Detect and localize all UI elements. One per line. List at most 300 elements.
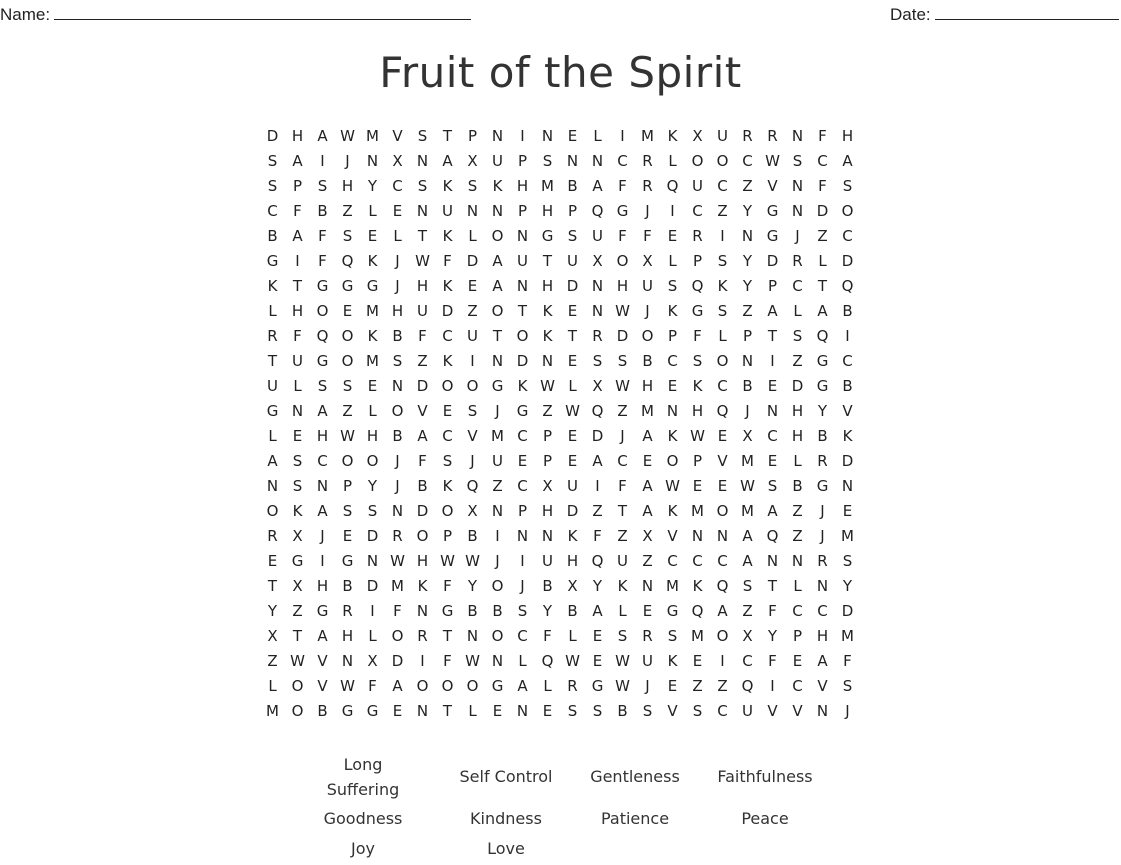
grid-letter: A [292,227,303,245]
grid-letter: M [841,627,854,645]
grid-letter: F [543,627,552,645]
grid-letter: S [292,452,303,470]
grid-letter: N [541,352,554,370]
grid-letter: H [341,627,354,645]
grid-letter: G [691,302,704,320]
grid-letter: V [392,127,403,145]
grid-letter: S [392,352,403,370]
grid-row [260,224,860,249]
grid-letter: C [717,702,728,720]
grid-letter: G [816,477,829,495]
grid-letter: O [441,677,454,695]
grid-letter: A [642,477,653,495]
grid-letter: W [340,677,355,695]
grid-letter: S [592,702,603,720]
grid-letter: I [670,202,675,220]
grid-letter: Z [342,402,353,420]
grid-letter: D [466,252,479,270]
grid-letter: P [467,127,478,145]
grid-letter: B [317,202,328,220]
date-blank-line[interactable] [935,3,1119,20]
grid-letter: P [292,177,303,195]
grid-letter: Q [541,652,554,670]
word-bank-text: Self Control [459,767,553,786]
grid-letter: A [742,527,753,545]
grid-letter: V [717,452,728,470]
grid-letter: N [766,402,779,420]
grid-letter: N [791,552,804,570]
grid-letter: K [692,377,703,395]
grid-letter: H [641,377,654,395]
grid-letter: Q [766,527,779,545]
grid-letter: U [417,302,428,320]
grid-letter: G [341,552,354,570]
grid-row [260,674,860,699]
grid-letter: B [792,477,803,495]
grid-letter: F [843,652,852,670]
grid-letter: W [690,427,705,445]
grid-row [260,499,860,524]
grid-letter: G [316,352,329,370]
grid-letter: E [442,402,453,420]
grid-letter: U [617,552,628,570]
grid-letter: Z [817,227,828,245]
grid-letter: F [618,177,627,195]
grid-letter: C [842,352,853,370]
grid-letter: T [567,327,578,345]
word-bank-text: Suffering [326,780,400,799]
grid-letter: I [320,552,325,570]
grid-letter: E [392,702,403,720]
grid-letter: I [720,227,725,245]
grid-letter: A [517,677,528,695]
word-bank-item [288,806,438,831]
grid-letter: N [416,152,429,170]
grid-letter: K [692,577,703,595]
grid-letter: U [692,177,703,195]
grid-letter: E [592,627,603,645]
grid-letter: I [770,352,775,370]
grid-letter: H [316,427,329,445]
grid-letter: R [792,252,803,270]
grid-letter: F [768,652,777,670]
grid-letter: A [642,502,653,520]
word-bank-item [288,836,438,861]
grid-row [260,299,860,324]
grid-letter: D [566,502,579,520]
grid-letter: E [567,427,578,445]
grid-letter: L [293,377,302,395]
grid-letter: F [418,327,427,345]
grid-letter: S [842,552,853,570]
grid-letter: P [692,452,703,470]
grid-letter: H [816,627,829,645]
grid-row [260,449,860,474]
grid-letter: F [618,477,627,495]
word-bank-item [431,806,581,831]
grid-letter: B [842,302,853,320]
grid-letter: U [592,227,603,245]
grid-letter: E [492,702,503,720]
grid-letter: A [717,602,728,620]
grid-letter: U [267,377,278,395]
grid-letter: C [742,152,753,170]
letter-grid [260,124,860,724]
grid-letter: K [717,277,728,295]
word-bank-text: Joy [351,839,375,858]
grid-letter: D [516,352,529,370]
grid-letter: C [517,427,528,445]
grid-letter: Y [467,577,478,595]
grid-letter: E [342,302,353,320]
grid-letter: K [542,327,553,345]
grid-letter: S [792,152,803,170]
grid-letter: M [741,452,754,470]
grid-letter: Z [792,352,803,370]
grid-letter: T [492,327,503,345]
grid-letter: C [717,377,728,395]
grid-letter: C [717,177,728,195]
grid-letter: J [820,527,825,545]
grid-letter: D [391,652,404,670]
grid-letter: A [742,552,753,570]
grid-letter: G [491,677,504,695]
grid-letter: J [495,552,500,570]
grid-letter: E [842,502,853,520]
grid-letter: T [617,502,628,520]
grid-letter: B [542,577,553,595]
grid-letter: K [442,177,453,195]
grid-letter: B [267,227,278,245]
grid-letter: K [567,527,578,545]
grid-letter: F [818,177,827,195]
grid-letter: D [841,602,854,620]
grid-letter: F [818,127,827,145]
grid-letter: K [417,577,428,595]
grid-letter: J [395,277,400,295]
grid-letter: Z [467,302,478,320]
grid-letter: R [742,127,753,145]
word-bank-item [431,836,581,861]
grid-letter: O [316,302,329,320]
grid-letter: M [691,627,704,645]
grid-letter: U [492,452,503,470]
grid-letter: A [817,302,828,320]
grid-letter: N [666,402,679,420]
grid-letter: H [691,402,704,420]
name-blank-line[interactable] [54,3,471,20]
grid-letter: K [667,502,678,520]
grid-letter: F [318,252,327,270]
grid-letter: O [716,352,729,370]
grid-letter: N [741,227,754,245]
grid-row [260,199,860,224]
grid-letter: W [765,152,780,170]
grid-row [260,174,860,199]
grid-letter: W [615,652,630,670]
grid-letter: F [768,602,777,620]
grid-letter: M [266,702,279,720]
grid-letter: K [667,127,678,145]
grid-letter: B [417,477,428,495]
grid-letter: T [442,627,453,645]
grid-letter: Z [717,202,728,220]
grid-letter: Q [816,327,829,345]
word-bank-text: Goodness [323,809,403,828]
grid-letter: T [767,327,778,345]
grid-letter: L [668,152,677,170]
grid-letter: B [317,702,328,720]
grid-letter: I [595,477,600,495]
grid-letter: V [467,427,478,445]
grid-letter: Y [267,602,278,620]
grid-letter: E [667,377,678,395]
grid-letter: E [642,452,653,470]
grid-letter: A [492,252,503,270]
grid-letter: Q [341,252,354,270]
grid-letter: X [692,127,703,145]
grid-letter: N [541,127,554,145]
grid-letter: N [391,502,404,520]
grid-letter: F [418,452,427,470]
grid-letter: M [691,502,704,520]
grid-letter: O [716,502,729,520]
grid-letter: A [767,502,778,520]
grid-letter: U [442,202,453,220]
grid-letter: Z [592,502,603,520]
grid-letter: C [792,602,803,620]
grid-letter: O [466,677,479,695]
grid-letter: M [666,577,679,595]
grid-letter: E [392,202,403,220]
grid-letter: U [517,252,528,270]
grid-letter: E [267,552,278,570]
grid-letter: D [766,252,779,270]
grid-letter: D [841,252,854,270]
grid-letter: I [495,527,500,545]
grid-letter: O [341,327,354,345]
grid-letter: Z [692,677,703,695]
grid-letter: V [842,402,853,420]
grid-letter: Z [617,402,628,420]
grid-letter: R [342,602,353,620]
grid-letter: S [792,327,803,345]
grid-letter: P [792,627,803,645]
grid-letter: B [392,327,403,345]
grid-letter: N [566,152,579,170]
grid-letter: E [542,702,553,720]
grid-letter: C [317,452,328,470]
grid-letter: D [816,202,829,220]
grid-letter: H [291,127,304,145]
date-label: Date: [890,5,931,24]
grid-letter: W [665,477,680,495]
grid-letter: Y [367,477,378,495]
puzzle-title: Fruit of the Spirit [379,48,742,97]
grid-letter: R [817,552,828,570]
grid-letter: I [845,327,850,345]
grid-letter: P [542,427,553,445]
grid-letter: N [491,652,504,670]
grid-letter: O [291,702,304,720]
grid-letter: S [342,502,353,520]
grid-letter: E [692,652,703,670]
grid-letter: A [317,402,328,420]
grid-letter: G [366,702,379,720]
grid-letter: N [816,577,829,595]
grid-letter: S [617,352,628,370]
grid-letter: K [367,327,378,345]
grid-letter: G [766,227,779,245]
grid-letter: R [392,527,403,545]
grid-letter: K [442,477,453,495]
grid-letter: E [792,652,803,670]
grid-letter: B [842,377,853,395]
grid-letter: S [517,602,528,620]
grid-letter: L [368,627,377,645]
grid-letter: O [491,227,504,245]
grid-letter: L [268,427,277,445]
grid-letter: D [416,377,429,395]
grid-letter: O [641,327,654,345]
grid-letter: S [417,177,428,195]
grid-letter: O [391,627,404,645]
grid-letter: S [767,477,778,495]
grid-letter: S [417,127,428,145]
grid-row [260,624,860,649]
grid-letter: B [392,427,403,445]
grid-letter: G [666,602,679,620]
grid-letter: E [642,602,653,620]
grid-letter: Q [316,327,329,345]
word-bank-item [560,764,710,789]
grid-row [260,424,860,449]
word-bank-text: Gentleness [590,767,680,786]
grid-letter: N [591,152,604,170]
grid-letter: Q [741,677,754,695]
grid-letter: T [517,302,528,320]
grid-letter: B [342,577,353,595]
grid-letter: F [593,527,602,545]
grid-letter: R [267,327,278,345]
grid-letter: X [467,152,478,170]
grid-letter: A [492,277,503,295]
grid-row [260,549,860,574]
grid-letter: F [368,677,377,695]
grid-letter: Z [617,527,628,545]
grid-letter: G [341,277,354,295]
grid-letter: L [618,602,627,620]
grid-letter: C [817,602,828,620]
grid-letter: T [267,352,278,370]
grid-letter: H [616,277,629,295]
grid-letter: L [368,402,377,420]
grid-letter: R [817,452,828,470]
grid-letter: C [517,477,528,495]
grid-letter: V [767,177,778,195]
grid-letter: T [417,227,428,245]
grid-letter: M [366,127,379,145]
grid-letter: E [517,452,528,470]
grid-letter: W [440,552,455,570]
grid-letter: W [390,552,405,570]
grid-letter: E [342,527,353,545]
grid-letter: W [465,652,480,670]
grid-letter: N [516,527,529,545]
grid-letter: C [517,627,528,645]
grid-letter: R [642,177,653,195]
grid-letter: Z [417,352,428,370]
word-bank-text: Patience [600,809,670,828]
grid-letter: N [791,127,804,145]
grid-letter: C [717,552,728,570]
grid-letter: V [317,677,328,695]
grid-letter: W [615,677,630,695]
date-field [890,3,1119,25]
grid-letter: J [395,252,400,270]
grid-letter: B [467,602,478,620]
grid-letter: K [842,427,853,445]
grid-letter: V [817,677,828,695]
grid-letter: S [467,402,478,420]
grid-letter: A [767,302,778,320]
grid-letter: S [667,627,678,645]
grid-letter: P [567,202,578,220]
grid-letter: C [842,227,853,245]
grid-letter: N [416,702,429,720]
grid-letter: C [767,427,778,445]
grid-letter: K [667,427,678,445]
grid-letter: H [416,277,429,295]
grid-letter: Z [742,602,753,620]
grid-letter: N [416,202,429,220]
grid-letter: U [567,477,578,495]
grid-letter: Z [292,602,303,620]
grid-letter: N [491,202,504,220]
grid-letter: X [642,252,653,270]
grid-letter: R [642,627,653,645]
grid-letter: P [342,477,353,495]
grid-letter: H [841,127,854,145]
grid-letter: Y [742,277,753,295]
grid-letter: P [742,327,753,345]
grid-letter: L [793,302,802,320]
grid-letter: H [391,302,404,320]
grid-letter: M [641,402,654,420]
grid-letter: W [340,427,355,445]
grid-letter: N [491,502,504,520]
word-bank-item [690,764,840,789]
grid-letter: R [567,677,578,695]
grid-letter: F [293,202,302,220]
grid-letter: D [791,377,804,395]
grid-letter: V [417,402,428,420]
grid-letter: S [692,352,703,370]
grid-letter: Y [542,602,553,620]
grid-letter: N [516,227,529,245]
grid-letter: E [467,277,478,295]
grid-row [260,574,860,599]
grid-letter: N [466,627,479,645]
grid-letter: K [367,252,378,270]
grid-letter: R [417,627,428,645]
grid-row [260,274,860,299]
grid-letter: D [566,277,579,295]
grid-row [260,324,860,349]
grid-letter: G [366,277,379,295]
grid-letter: V [667,702,678,720]
grid-letter: A [842,152,853,170]
